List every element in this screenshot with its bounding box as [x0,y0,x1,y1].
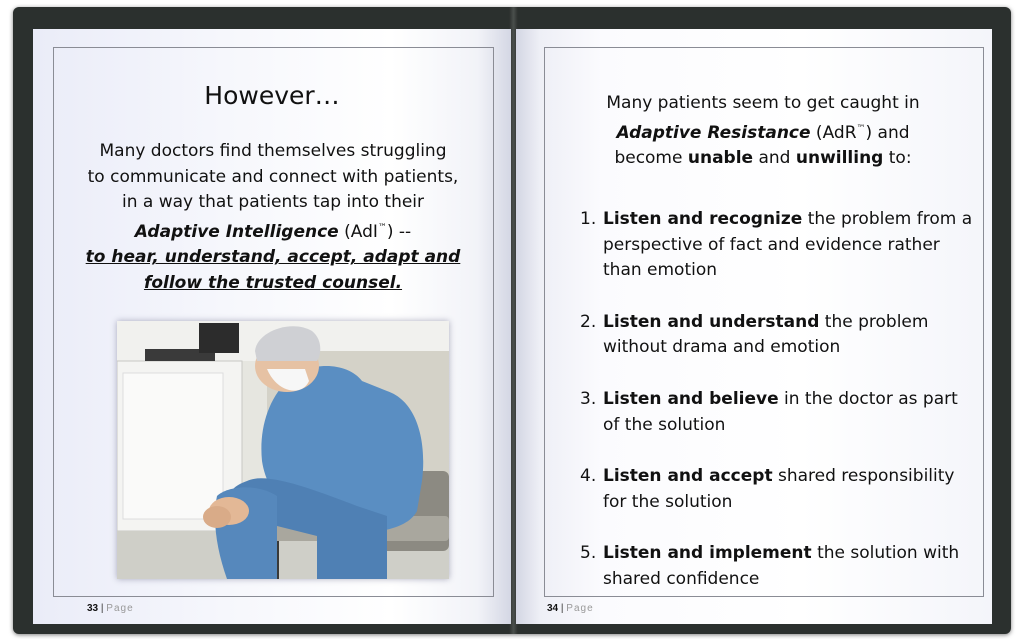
page-33 [33,29,511,624]
intro-paragraph: Many doctors find themselves struggling to communicate and connect with patients, in a way that patients tap into their Adaptive Intelligence (AdI™) -- to hear, understand, accept, adapt and follow the trusted counsel. [53,139,493,297]
list-item: 3. Listen and believe in the doctor as part of the solution [580,388,958,435]
doctor-photo [117,321,449,579]
list-item: 4. Listen and accept shared responsibility for the solution [580,466,955,512]
page-footer: 33 | Page [87,603,134,614]
book [13,7,1011,634]
intro-paragraph: Many patients seem to get caught in Adaptive Resistance (AdR™) and become unable and unwilling to: [606,93,920,169]
adaptive-intelligence-term: Adaptive Intelligence [134,221,339,242]
steps-list [556,207,976,619]
page-number: 33 [87,603,99,614]
list-item: 5. Listen and implement the solution with shared confidence [580,543,960,589]
page-34 [516,29,992,624]
list-item: 1. Listen and recognize the problem from a perspective of fact and evidence rather than emotion [580,209,973,281]
page-footer: 34 | Page [547,603,594,614]
underlined-statement-2: follow the trusted counsel. [143,272,403,293]
adaptive-resistance-term: Adaptive Resistance [616,122,811,143]
page-number: 34 [547,603,559,614]
underlined-statement-1: to hear, understand, accept, adapt and [85,247,461,268]
list-item: 2. Listen and understand the problem without drama and emotion [580,311,929,358]
page-title: However… [204,81,340,110]
